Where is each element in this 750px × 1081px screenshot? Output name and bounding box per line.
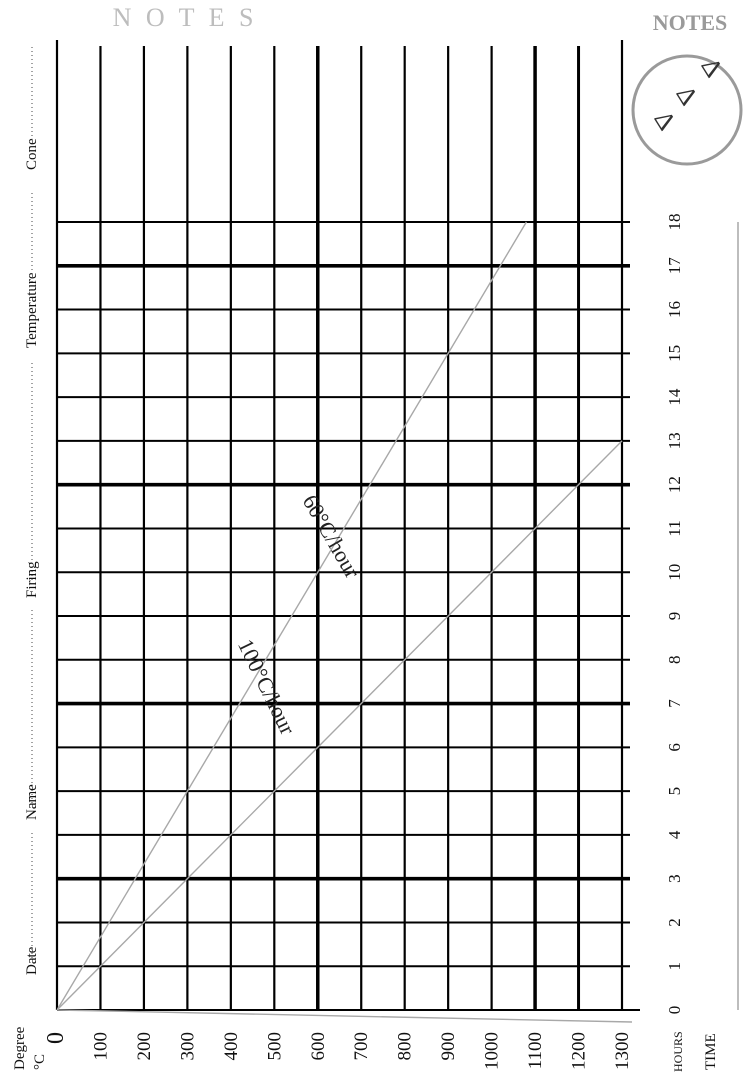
form-field-name: Name bbox=[24, 784, 40, 820]
axis-label-time: TIME bbox=[703, 1033, 719, 1070]
tick-label-hour-1: 1 bbox=[665, 961, 684, 971]
series-label-60c-per-hour: 60°C/hour bbox=[297, 490, 366, 583]
tick-label-hour-15: 15 bbox=[665, 344, 684, 362]
tick-label-temp-500: 500 bbox=[264, 1032, 286, 1061]
tick-label-temp-1100: 1100 bbox=[525, 1032, 547, 1070]
tick-label-hour-12: 12 bbox=[665, 476, 684, 494]
tick-label-hour-17: 17 bbox=[665, 257, 684, 275]
tick-label-hour-11: 11 bbox=[665, 520, 684, 537]
tick-label-hour-13: 13 bbox=[665, 432, 684, 450]
tick-label-hour-0: 0 bbox=[665, 1005, 684, 1015]
tick-label-temp-800: 800 bbox=[394, 1032, 416, 1061]
tick-label-hour-6: 6 bbox=[665, 743, 684, 752]
tick-label-temp-200: 200 bbox=[133, 1032, 155, 1061]
tick-label-hour-18: 18 bbox=[665, 213, 684, 231]
tick-label-temp-300: 300 bbox=[177, 1032, 199, 1061]
tick-label-temp-700: 700 bbox=[351, 1032, 373, 1061]
cone-triangle-icon-3: Δ bbox=[695, 52, 729, 83]
tick-label-hour-3: 3 bbox=[665, 874, 684, 883]
tick-label-hour-8: 8 bbox=[665, 655, 684, 665]
axis-unit-hours: HOURS bbox=[671, 1031, 685, 1072]
axis-unit-celsius: °C bbox=[32, 1053, 48, 1070]
tick-label-hour-10: 10 bbox=[665, 563, 684, 581]
tick-label-hour-4: 4 bbox=[665, 830, 684, 840]
notes-heading: N O T E S bbox=[112, 3, 258, 32]
tick-label-hour-14: 14 bbox=[665, 388, 684, 406]
tick-label-temp-1200: 1200 bbox=[568, 1032, 590, 1070]
form-field-cone: Cone bbox=[24, 138, 40, 170]
tick-label-temp-900: 900 bbox=[438, 1032, 460, 1061]
tick-label-hour-5: 5 bbox=[665, 786, 684, 796]
tick-label-hour-2: 2 bbox=[665, 918, 684, 927]
form-field-firing: Firing bbox=[24, 561, 40, 598]
cone-triangle-icon-2: Δ bbox=[670, 80, 704, 111]
tick-label-temp-0: 0 bbox=[43, 1032, 69, 1044]
tick-label-hour-16: 16 bbox=[665, 301, 684, 319]
axis-label-degree: Degree bbox=[12, 1026, 28, 1070]
tick-label-temp-1300: 1300 bbox=[612, 1032, 633, 1070]
form-field-temperature: Temperature bbox=[24, 272, 40, 348]
series-label-100c-per-hour: 100°C/hour bbox=[232, 634, 301, 739]
notes-heading-mirror: NOTES bbox=[652, 10, 728, 35]
origin-tail bbox=[57, 1010, 632, 1022]
cone-circle bbox=[633, 56, 741, 164]
form-field-date: Date bbox=[24, 946, 40, 975]
tick-label-temp-1000: 1000 bbox=[481, 1032, 503, 1070]
tick-label-temp-600: 600 bbox=[307, 1032, 329, 1061]
cone-triangle-icon-1: Δ bbox=[648, 105, 682, 136]
tick-label-temp-400: 400 bbox=[220, 1032, 242, 1061]
tick-label-hour-7: 7 bbox=[665, 699, 684, 708]
tick-label-temp-100: 100 bbox=[90, 1032, 112, 1061]
tick-label-hour-9: 9 bbox=[665, 611, 684, 621]
